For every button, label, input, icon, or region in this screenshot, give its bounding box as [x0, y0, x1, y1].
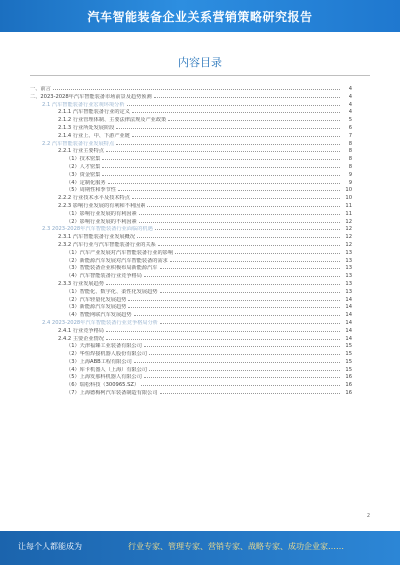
toc-entry[interactable]: [30, 336, 352, 344]
toc-entry-page: 9: [348, 171, 352, 178]
toc-entry-page: 11: [345, 202, 352, 209]
toc-entry-page: 12: [345, 226, 352, 233]
toc-leader-dots: [139, 213, 340, 215]
toc-entry[interactable]: [30, 164, 352, 172]
toc-entry-page: 14: [345, 319, 352, 326]
toc-entry-label: （1）技术密集: [66, 156, 101, 163]
toc-entry[interactable]: [30, 109, 352, 117]
toc-leader-dots: [144, 345, 340, 347]
toc-entry-label: （2）影响行业发展的不利因素: [66, 218, 137, 225]
toc-leader-dots: [106, 330, 340, 332]
toc-entry-label: 二、2023-2028年汽车智能装备市场前景及趋势预测: [30, 93, 152, 100]
toc-leader-dots: [132, 111, 340, 113]
toc-entry[interactable]: [30, 343, 352, 351]
toc-leader-dots: [147, 205, 340, 207]
toc-entry-label: （5）上海发那科机器人有限公司: [66, 374, 142, 381]
toc-entry[interactable]: [30, 258, 352, 266]
toc-entry[interactable]: [30, 351, 352, 359]
toc-entry-page: 8: [348, 140, 352, 147]
toc-entry-page: 6: [348, 124, 352, 131]
toc-entry-page: 15: [345, 343, 352, 350]
toc-leader-dots: [116, 127, 340, 129]
toc-leader-dots: [158, 244, 340, 246]
toc-leader-dots: [139, 221, 340, 223]
toc-entry-page: 4: [348, 93, 352, 100]
toc-leader-dots: [149, 369, 340, 371]
toc-entry[interactable]: [30, 156, 352, 164]
toc-entry-label: （4）库卡机器人（上海）有限公司: [66, 366, 148, 373]
toc-leader-dots: [132, 135, 340, 137]
toc-entry-page: 16: [345, 390, 352, 397]
toc-entry[interactable]: [30, 86, 352, 94]
toc-entry-label: （6）瑞松科技（300965.SZ）: [66, 382, 140, 389]
toc-entry[interactable]: [30, 382, 352, 390]
toc-entry-label: 2.3 2023-2028年汽车智能装备行业面临的机遇: [42, 226, 153, 233]
toc-entry[interactable]: [30, 195, 352, 203]
toc-entry-label: （3）上海ABB工程有限公司: [66, 358, 132, 365]
toc-leader-dots: [102, 174, 340, 176]
toc-entry-page: 13: [345, 280, 352, 287]
toc-leader-dots: [128, 299, 340, 301]
toc-entry-label: （2）华恒焊接机器人股份有限公司: [66, 351, 148, 358]
toc-entry-label: （5）周期性和季节性: [66, 187, 116, 194]
toc-entry[interactable]: [30, 211, 352, 219]
toc-entry-label: 2.3.3 行业发展趋势: [58, 280, 104, 287]
toc-entry-label: （1）影响行业发展的有利因素: [66, 210, 137, 217]
toc-leader-dots: [127, 104, 340, 106]
toc-leader-dots: [128, 306, 340, 308]
toc-entry-label: 2.2.3 影响行业发展的有利和不利因素: [58, 202, 146, 209]
toc-entry-page: 7: [348, 132, 352, 139]
toc-entry-label: 2.1.1 汽车智能装备行业的定义: [58, 109, 130, 116]
toc-leader-dots: [154, 96, 340, 98]
toc-entry-label: 2.1 汽车智能装备行业宏观环境分析: [42, 101, 125, 108]
page-number: 2: [366, 513, 370, 519]
toc-entry[interactable]: [30, 219, 352, 227]
toc-leader-dots: [116, 143, 340, 145]
toc-leader-dots: [132, 197, 340, 199]
toc-entry-page: 13: [345, 249, 352, 256]
toc-leader-dots: [106, 283, 340, 285]
toc-entry-label: 2.3.1 汽车智能装备行业发展概况: [58, 234, 136, 241]
toc-leader-dots: [168, 119, 340, 121]
toc-entry-page: 8: [348, 163, 352, 170]
toc-entry-page: 14: [345, 327, 352, 334]
toc-entry[interactable]: [30, 304, 352, 312]
toc-entry[interactable]: [30, 94, 352, 102]
toc-entry-label: （1）智能化、数字化、柔性化发展趋势: [66, 288, 158, 295]
toc-entry[interactable]: [30, 234, 352, 242]
toc-entry-label: （4）汽车智能装备行业竞争格局: [66, 273, 142, 280]
toc-leader-dots: [106, 338, 340, 340]
toc-entry[interactable]: [30, 187, 352, 195]
toc-leader-dots: [141, 384, 340, 386]
toc-entry-label: （2）新能源汽车发展对汽车智能装备的需求: [66, 257, 168, 264]
toc-entry[interactable]: [30, 367, 352, 375]
toc-leader-dots: [118, 189, 340, 191]
toc-leader-dots: [175, 252, 340, 254]
toc-entry[interactable]: [30, 390, 352, 398]
toc-entry-label: （1）天津福臻工业装备有限公司: [66, 343, 142, 350]
toc-entry-page: 5: [348, 117, 352, 124]
toc-entry[interactable]: [30, 180, 352, 188]
toc-entry-label: 2.2 汽车智能装备行业发展特点: [42, 140, 115, 147]
toc-entry-page: 15: [345, 351, 352, 358]
toc-entry[interactable]: [30, 312, 352, 320]
toc-entry[interactable]: [30, 242, 352, 250]
table-of-contents: [30, 86, 352, 398]
toc-entry-label: 2.2.2 行业技术水平及技术特点: [58, 195, 130, 202]
toc-entry-label: 2.4 2023-2028年汽车智能装备行业竞争格局分析: [42, 319, 158, 326]
toc-entry[interactable]: [30, 281, 352, 289]
toc-entry-label: （4）定制化服务: [66, 179, 106, 186]
toc-entry-label: 2.1.3 行业所处发展阶段: [58, 124, 115, 131]
toc-entry-label: （3）资金密集: [66, 171, 101, 178]
toc-entry[interactable]: [30, 117, 352, 125]
toc-entry-page: 13: [345, 288, 352, 295]
toc-leader-dots: [170, 260, 340, 262]
toc-entry-page: 8: [348, 156, 352, 163]
toc-entry-page: 14: [345, 296, 352, 303]
toc-leader-dots: [144, 275, 340, 277]
toc-entry-label: 2.3.2 汽车行业与汽车智能装备行业的关系: [58, 241, 156, 248]
header-banner: [0, 0, 400, 32]
toc-leader-dots: [134, 361, 340, 363]
toc-leader-dots: [144, 376, 340, 378]
toc-entry-page: 8: [348, 148, 352, 155]
toc-entry[interactable]: [30, 359, 352, 367]
toc-entry[interactable]: [30, 172, 352, 180]
toc-leader-dots: [102, 166, 340, 168]
toc-entry-label: （3）智能装备企业积极布局新能源汽车: [66, 265, 158, 272]
toc-entry-page: 15: [345, 366, 352, 373]
toc-entry-label: （1）汽车产业发展对汽车智能装备行业的影响: [66, 249, 174, 256]
toc-leader-dots: [134, 314, 340, 316]
toc-leader-dots: [106, 150, 340, 152]
toc-entry-page: 9: [348, 179, 352, 186]
toc-entry[interactable]: [30, 328, 352, 336]
footer-message: 让每个人都能成为: [18, 542, 82, 551]
toc-entry[interactable]: [30, 141, 352, 149]
toc-leader-dots: [108, 182, 340, 184]
toc-entry-page: 15: [345, 358, 352, 365]
report-title: 汽车智能装备企业关系营销策略研究报告: [87, 10, 313, 24]
toc-entry-page: 12: [345, 218, 352, 225]
toc-entry-label: 2.1.2 行业管理体制、主要法律法规及产业政策: [58, 117, 167, 124]
toc-entry-label: 2.4.1 行业竞争格局: [58, 327, 104, 334]
toc-entry-page: 13: [345, 257, 352, 264]
toc-leader-dots: [160, 291, 341, 293]
toc-entry-label: （3）新能源汽车发展趋势: [66, 304, 127, 311]
toc-entry-label: （4）智能网联汽车发展趋势: [66, 312, 132, 319]
toc-entry-page: 13: [345, 265, 352, 272]
toc-entry[interactable]: [30, 374, 352, 382]
toc-entry[interactable]: [30, 273, 352, 281]
toc-entry[interactable]: [30, 102, 352, 110]
toc-entry-page: 14: [345, 335, 352, 342]
toc-entry-page: 10: [345, 187, 352, 194]
toc-entry-page: 11: [345, 210, 352, 217]
toc-entry[interactable]: [30, 320, 352, 328]
toc-entry[interactable]: [30, 125, 352, 133]
toc-entry[interactable]: [30, 226, 352, 234]
toc-entry-page: 12: [345, 241, 352, 248]
toc-entry-page: 4: [348, 101, 352, 108]
toc-entry-page: 4: [348, 86, 352, 92]
toc-entry-label: （2）汽车轻量化发展趋势: [66, 296, 127, 303]
footer-banner: [0, 531, 400, 565]
toc-leader-dots: [160, 322, 340, 324]
toc-entry-page: 14: [345, 304, 352, 311]
toc-leader-dots: [137, 236, 340, 238]
toc-entry-label: 2.1.4 行业上、中、下游产业链: [58, 132, 130, 139]
toc-entry-page: 10: [345, 195, 352, 202]
toc-entry-page: 16: [345, 374, 352, 381]
toc-entry-label: 一、前言: [30, 86, 51, 92]
toc-entry-label: 2.4.2 主要企业情况: [58, 335, 104, 342]
toc-leader-dots: [155, 228, 340, 230]
toc-entry-page: 14: [345, 312, 352, 319]
toc-entry-label: （2）人才密集: [66, 163, 101, 170]
toc-entry-page: 16: [345, 382, 352, 389]
toc-entry-page: 12: [345, 234, 352, 241]
toc-entry[interactable]: [30, 297, 352, 305]
toc-leader-dots: [53, 88, 340, 90]
toc-entry-page: 13: [345, 273, 352, 280]
footer-tags: 行业专家、管理专家、营销专家、战略专家、成功企业家……: [128, 542, 344, 551]
toc-entry[interactable]: [30, 289, 352, 297]
toc-entry-label: 2.2.1 行业主要特点: [58, 148, 104, 155]
toc-entry[interactable]: [30, 133, 352, 141]
toc-leader-dots: [102, 158, 340, 160]
toc-entry[interactable]: [30, 203, 352, 211]
toc-leader-dots: [160, 392, 341, 394]
toc-entry-page: 4: [348, 109, 352, 116]
toc-entry-label: （7）上海德梅柯汽车装备制造有限公司: [66, 390, 158, 397]
toc-leader-dots: [160, 267, 341, 269]
toc-heading: 内容目录: [178, 56, 222, 69]
toc-leader-dots: [149, 353, 340, 355]
toc-entry[interactable]: [30, 250, 352, 258]
toc-entry[interactable]: [30, 265, 352, 273]
toc-entry[interactable]: [30, 148, 352, 156]
toc-divider: [30, 75, 370, 76]
